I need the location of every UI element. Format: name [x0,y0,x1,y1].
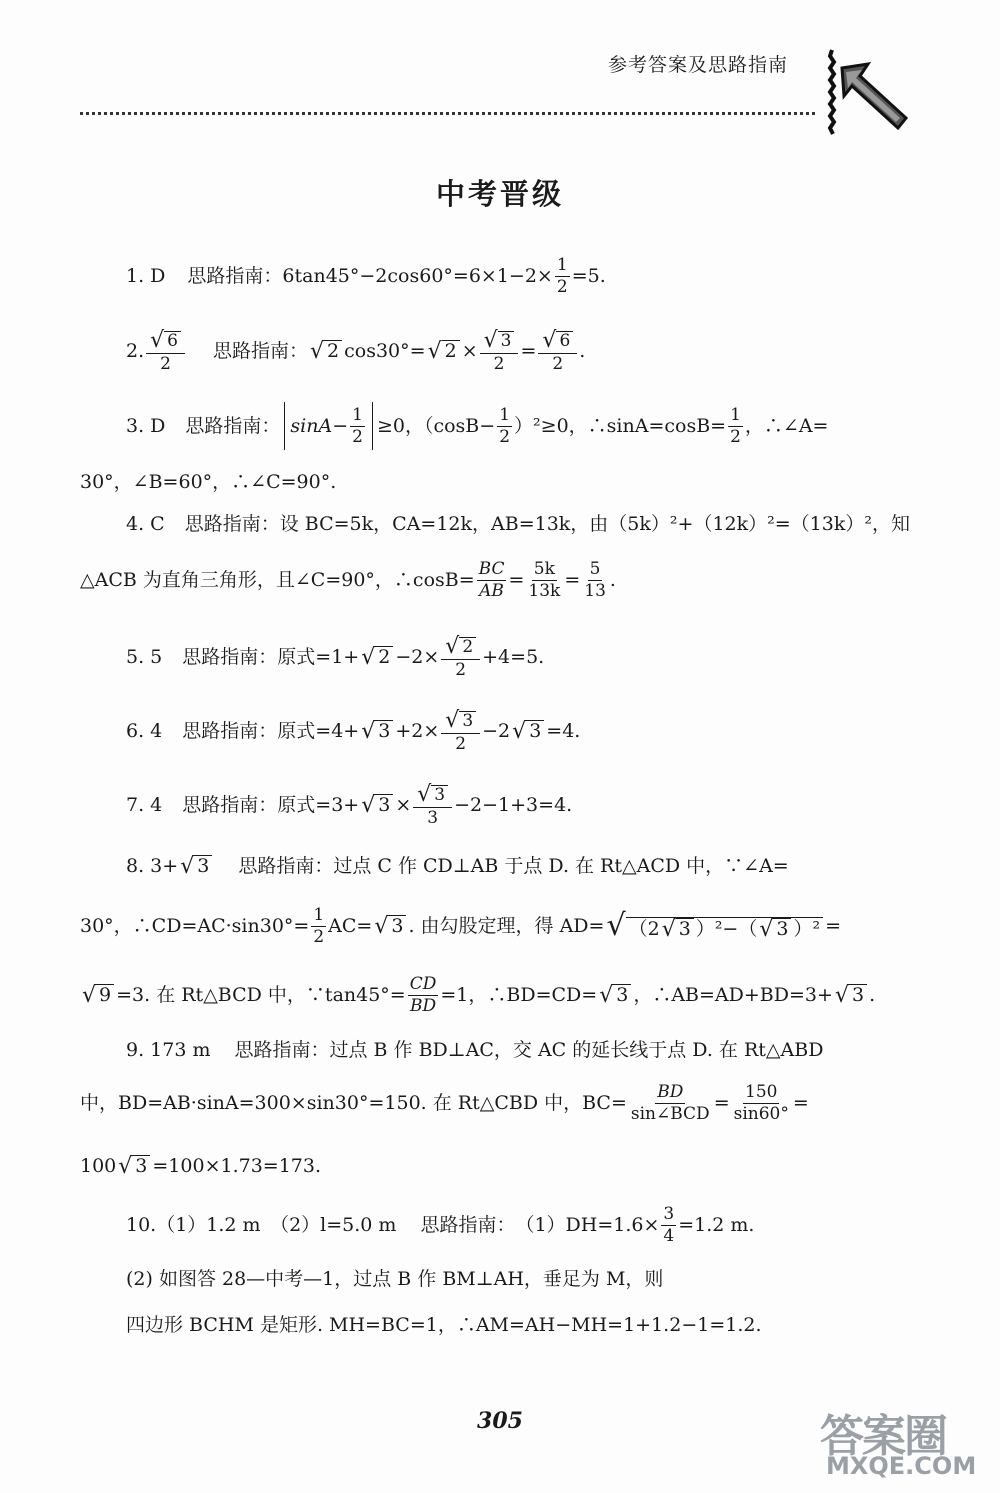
answer-3-text-a: ≥0，（cosB− [376,414,496,437]
answer-9-line2 [80,1083,809,1123]
answer-3-abs: sinA− $\frac{1}{2}$ [284,402,373,450]
answer-4-frac-a: $\frac{BC}{AB}$ [478,559,505,601]
answer-2-number: 2. [126,340,145,363]
answer-1-guide-label: 思路指南： [187,264,283,287]
answer-8-number: 8. 3+ [126,854,179,877]
answer-8-l2-frac: $\frac{1}{2}$ [313,905,325,947]
answer-10-tail: =1.2 m. [678,1213,755,1236]
header-dotted-rule [80,112,815,115]
answer-9-frac-b: $\frac{150}{\sin 60^\circ}$ [733,1082,789,1124]
answer-4-guide-label: 思路指南： [184,513,280,535]
answer-8-guide-label: 思路指南： [238,854,334,877]
page-number: 305 [477,1408,523,1434]
answer-4-line2-text: △ACB 为直角三角形，且∠C=90°，∴cosB= [80,568,475,591]
answer-7-b: × [395,794,412,817]
answer-5 [126,636,544,680]
answer-8-l3a: =3. 在 Rt△BCD 中，∵tan45°= [116,983,406,1006]
answer-10-line3: 四边形 BCHM 是矩形. MH=BC=1，∴AM=AH−MH=1+1.2−1=1.2. [126,1314,762,1336]
watermark-text: 答案圈 [820,1411,946,1462]
answer-8-l2a: 30°，∴CD=AC·sin30°= [80,914,310,937]
answer-10-a: （1）DH=1.6× [515,1213,660,1236]
answer-2-tail: . [579,340,586,363]
answer-9-eq: = [713,1091,730,1114]
answer-8-l3b: =1，∴BD=CD= [440,983,598,1006]
answer-6-a: 原式=4+ [277,720,360,743]
answer-6-number: 6. 4 [126,720,163,743]
answer-4 [126,515,910,534]
answer-2-frac-a: √ 3 2 [480,330,519,374]
answer-3-number: 3. D [126,414,166,437]
answer-6-tail: =4. [546,720,581,743]
answer-6-c: −2 [482,720,511,743]
answer-4-eq2: = [564,568,581,591]
answer-9-number: 9. 173 m [126,1039,211,1061]
answer-1 [126,256,606,296]
answer-2-eq: = [520,340,537,363]
answer-9-l3-sqrt: √ 3 [118,1155,150,1178]
answer-9 [126,1041,823,1060]
answer-1-number: 1. D [126,264,166,287]
answer-6 [126,710,580,754]
watermark-url: MXQE.COM [826,1452,977,1480]
answer-8-l2-sqrt: √ 3 [374,915,406,938]
answer-8-l3c: ，∴AB=AD+BD=3+ [633,983,833,1006]
answer-5-tail: +4=5. [482,646,545,669]
answer-8 [126,855,789,878]
answer-8-l3-sqrt-b: √ 3 [599,984,631,1007]
answer-9-line3 [80,1155,321,1178]
answer-9-frac-a: $\frac{BD}{\text{sin∠BCD}}$ [630,1082,710,1124]
answer-3 [126,402,828,450]
answer-8-sqrt: √ 3 [180,855,212,878]
answer-9-l2tail: = [792,1091,809,1114]
section-title: 中考晋级 [435,177,564,211]
answer-5-sqrt: √ 2 [361,646,393,669]
answer-7 [126,784,572,828]
answer-8-l2c: . 由勾股定理，得 AD= [408,914,605,937]
answer-8-l2b: AC= [328,914,373,937]
answer-3-guide-label: 思路指南： [185,414,281,437]
answer-4-frac-b: $\frac{5k}{13k}$ [528,559,561,601]
answer-1-tail: =5. [571,264,606,287]
answer-7-tail: −2−1+3=4. [454,794,573,817]
answer-7-sqrt: √ 3 [361,794,393,817]
answer-4-eq1: = [508,568,525,591]
answer-2-frac-b: √ 6 2 [538,330,577,374]
answer-5-b: −2× [395,646,440,669]
answer-5-guide-label: 思路指南： [182,646,278,669]
arrow-icon [820,40,920,140]
answer-3-text-b: ）²≥0，∴sinA=cosB= [514,414,727,437]
answer-6-frac: √ 3 2 [441,710,480,754]
answer-3-frac-c: $\frac{1}{2}$ [730,405,741,447]
answer-10-guide-label: 思路指南： [420,1213,516,1236]
answer-2-sqrt-b: √ 2 [428,340,460,363]
answer-1-fraction: $\frac{1}{2}$ [556,255,568,297]
answer-8-l2g: = [825,914,842,937]
answer-2-guide-label: 思路指南： [213,340,309,363]
answer-3-frac-b: $\frac{1}{2}$ [499,405,511,447]
answer-3-line2: 30°，∠B=60°，∴∠C=90°. [80,471,337,493]
answer-2 [126,330,585,374]
answer-9-guide-label: 思路指南： [234,1039,330,1061]
answer-7-frac: √ 3 3 [413,784,452,828]
answer-4-line2 [80,560,616,600]
answer-4-text: 设 BC=5k，CA=12k，AB=13k，由（5k）²+（12k）²=（13k）²，知 [279,513,910,535]
answer-1-expr: 6tan45°−2cos60°=6×1−2× [282,264,553,287]
answer-8-l3d: . [869,983,876,1006]
answer-2-sqrt: √ 2 [310,340,342,363]
answer-6-sqrt: √ 3 [361,720,393,743]
answer-6-b: +2× [395,720,440,743]
answer-6-guide-label: 思路指南： [182,720,278,743]
answer-9-l3a: 100 [80,1154,117,1177]
answer-3-tail: ，∴∠A= [744,414,829,437]
answer-5-frac: √ 2 2 [441,636,480,680]
answer-7-a: 原式=3+ [277,794,360,817]
watermark [820,1400,995,1485]
answer-8-l3-sqrt-c: √ 3 [835,984,867,1007]
answer-8-l3-sqrt: √ 9 [82,984,114,1007]
answer-7-number: 7. 4 [126,794,163,817]
answer-2-cos: cos30°= [344,340,426,363]
answer-10-line2: (2) 如图答 28—中考—1，过点 B 作 BM⊥AH，垂足为 M，则 [126,1268,664,1290]
answer-4-tail: . [609,568,616,591]
answer-5-number: 5. 5 [126,646,163,669]
answer-10 [126,1205,754,1245]
answer-8-line3 [80,975,875,1015]
answer-7-guide-label: 思路指南： [182,794,278,817]
answer-6-sqrt-b: √ 3 [512,720,544,743]
answer-2-value: √ 6 2 [146,330,185,374]
answer-8-line2 [80,906,841,946]
answer-10-frac: $\frac{3}{4}$ [663,1204,675,1246]
answer-9-l3b: =100×1.73=173. [152,1154,322,1177]
answer-5-a: 原式=1+ [277,646,360,669]
answer-4-frac-c: $\frac{5}{13}$ [584,559,606,601]
answer-8-l2-big-sqrt: √ （2 √ 3 ）²−（ √ 3 ）² [606,911,823,941]
answer-8-text1: 过点 C 作 CD⊥AB 于点 D. 在 Rt△ACD 中，∵∠A= [333,854,789,877]
answer-9-text1: 过点 B 作 BD⊥AC，交 AC 的延长线于点 D. 在 Rt△ABD [329,1039,824,1061]
answer-8-l3-frac: $\frac{CD}{BD}$ [409,974,437,1016]
header-title: 参考答案及思路指南 [608,54,789,76]
answer-9-l2a: 中，BD=AB·sinA=300×sin30°=150. 在 Rt△CBD 中，BC= [80,1091,627,1114]
answer-2-times: × [461,340,478,363]
answer-10-number: 10.（1）1.2 m （2）l=5.0 m [126,1213,397,1236]
answer-4-number: 4. C [126,513,165,535]
